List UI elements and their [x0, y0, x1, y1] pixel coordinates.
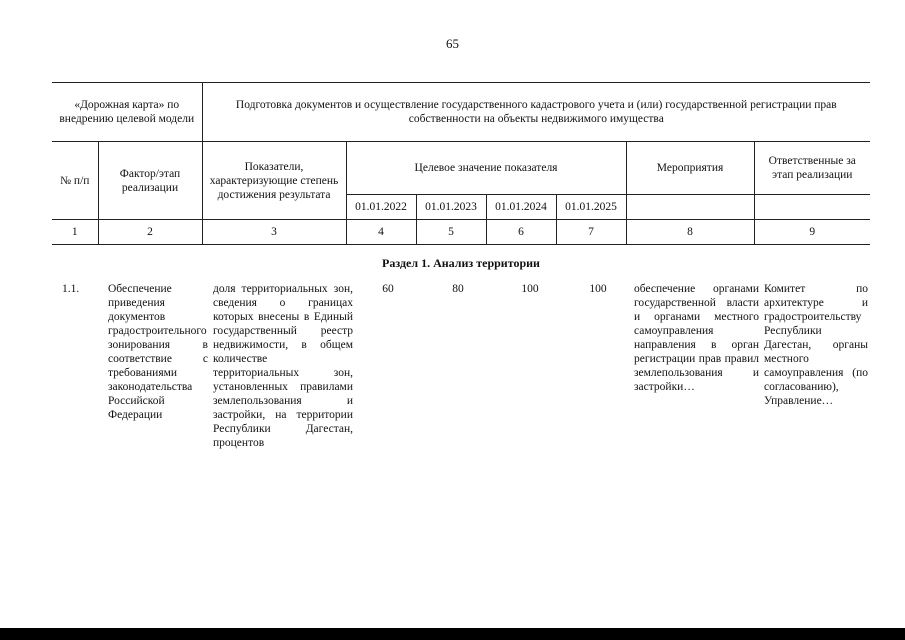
page-number: 65: [446, 36, 459, 51]
column-number: 3: [202, 220, 346, 245]
column-number: 6: [486, 220, 556, 245]
row-target-value: 100: [521, 283, 539, 295]
row-indicator: доля территориальных зон, сведения о границах которых внесены в Единый государственный реестр недвижимости, в общем количестве территориальных зон, установленных правилами землепользования и застройки, на территории Республики Дагестан, процентов: [213, 283, 353, 449]
roadmap-header: «Дорожная карта» по внедрению целевой модели: [52, 83, 202, 142]
col-header-num: № п/п: [52, 142, 98, 220]
column-number: 2: [98, 220, 202, 245]
col-header-factor: Фактор/этап реализации: [98, 142, 202, 220]
col-header-target: Целевое значение показателя: [346, 142, 626, 195]
col-header-responsible: Ответственные за этап реализации: [754, 142, 870, 195]
column-number: 8: [626, 220, 754, 245]
scan-edge-bar: [0, 628, 905, 640]
date-header: 01.01.2023: [416, 195, 486, 220]
col-header-indicators: Показатели, характеризующие степень достижения результата: [202, 142, 346, 220]
table-row: [52, 282, 870, 582]
row-target-value: 60: [382, 283, 394, 295]
row-target-value: 80: [452, 283, 464, 295]
date-header: 01.01.2022: [346, 195, 416, 220]
row-number: 1.1.: [62, 283, 80, 295]
column-number: 5: [416, 220, 486, 245]
column-number: 1: [52, 220, 98, 245]
date-header: 01.01.2024: [486, 195, 556, 220]
target-model-header: Подготовка документов и осуществление государственного кадастрового учета и (или) государственной регистрации прав собственности на объекты недвижимого имущества: [202, 83, 870, 142]
column-number: 9: [754, 220, 870, 245]
section-title: Раздел 1. Анализ территории: [382, 256, 540, 270]
date-header: 01.01.2025: [556, 195, 626, 220]
roadmap-table: [52, 82, 870, 245]
row-responsible: Комитет по архитектуре и градостроительству Республики Дагестан, органы местного самоуправления (по согласованию), Управление…: [764, 283, 868, 407]
row-target-value: 100: [589, 283, 607, 295]
row-event: обеспечение органами государственной власти и органами местного самоуправления направления в орган регистрации прав правил землепользования и застройки…: [634, 283, 759, 393]
column-number: 7: [556, 220, 626, 245]
col-header-events: Мероприятия: [626, 142, 754, 195]
column-number: 4: [346, 220, 416, 245]
row-factor: Обеспечение приведения документов градостроительного зонирования в соответствие с требованиями законодательства Российской Федерации: [108, 283, 208, 421]
